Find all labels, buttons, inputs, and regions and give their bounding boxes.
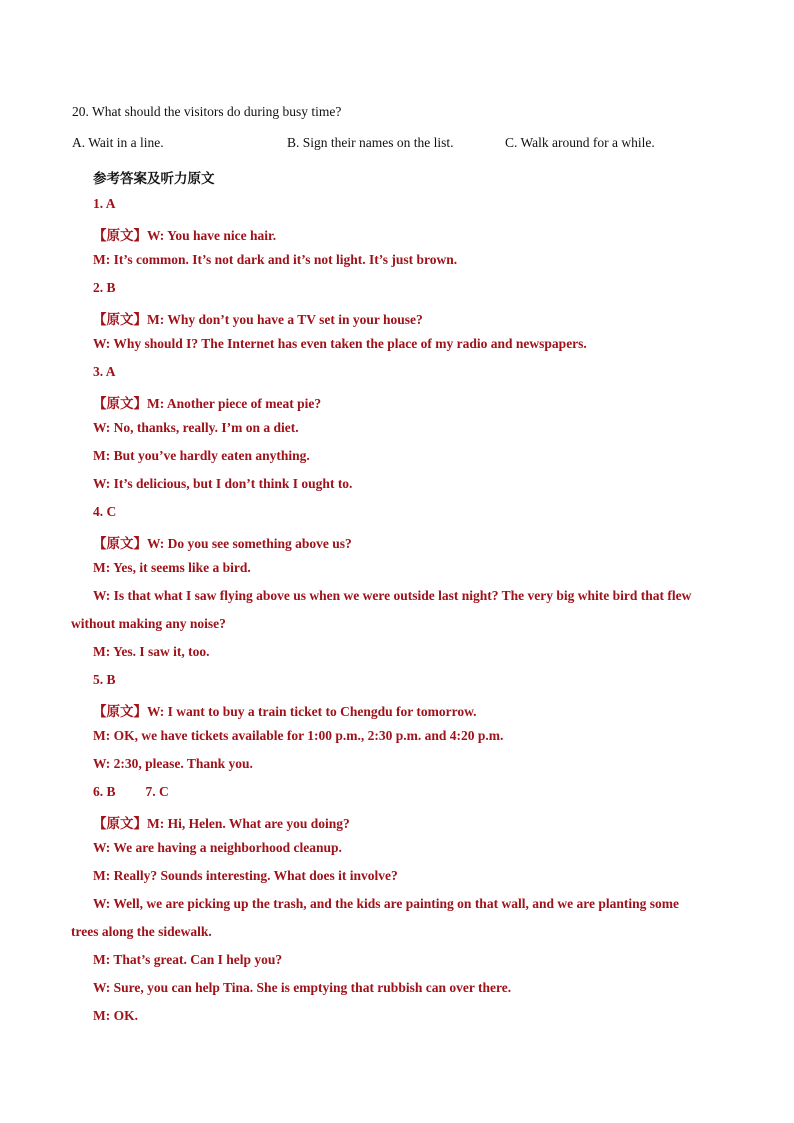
- answer-key: 5. B: [93, 672, 116, 687]
- transcript-line: 【原文】W: I want to buy a train ticket to Chengdu for tomorrow.: [93, 704, 477, 719]
- transcript-line: W: Is that what I saw flying above us when we were outside last night? The very big white bird that flew: [93, 588, 692, 603]
- transcript-line: 【原文】M: Why don’t you have a TV set in your house?: [93, 312, 423, 327]
- transcript-line: M: Really? Sounds interesting. What does it involve?: [93, 868, 398, 883]
- option-c: C. Walk around for a while.: [505, 135, 655, 150]
- transcript-line-continued: without making any noise?: [71, 616, 226, 631]
- transcript-line: W: Sure, you can help Tina. She is emptying that rubbish can over there.: [93, 980, 512, 995]
- transcript-line: M: That’s great. Can I help you?: [93, 952, 283, 967]
- answer-heading: 参考答案及听力原文: [93, 171, 215, 186]
- answer-key: 4. C: [93, 504, 117, 519]
- transcript-line: W: 2:30, please. Thank you.: [93, 756, 253, 771]
- transcript-line: W: Why should I? The Internet has even taken the place of my radio and newspapers.: [93, 336, 587, 351]
- option-a: A. Wait in a line.: [72, 135, 164, 150]
- transcript-line: M: OK, we have tickets available for 1:00 p.m., 2:30 p.m. and 4:20 p.m.: [93, 728, 504, 743]
- transcript-line: M: It’s common. It’s not dark and it’s not light. It’s just brown.: [93, 252, 458, 267]
- transcript-line: W: No, thanks, really. I’m on a diet.: [93, 420, 299, 435]
- transcript-line: M: Yes. I saw it, too.: [93, 644, 210, 659]
- transcript-line: M: But you’ve hardly eaten anything.: [93, 448, 310, 463]
- transcript-line: 【原文】M: Another piece of meat pie?: [93, 396, 322, 411]
- transcript-line: 【原文】M: Hi, Helen. What are you doing?: [93, 816, 350, 831]
- transcript-line-continued: trees along the sidewalk.: [71, 924, 212, 939]
- answer-key: 7. C: [145, 784, 169, 799]
- transcript-line: W: We are having a neighborhood cleanup.: [93, 840, 342, 855]
- transcript-line: 【原文】W: You have nice hair.: [93, 228, 277, 243]
- transcript-line: W: It’s delicious, but I don’t think I ought to.: [93, 476, 353, 491]
- answer-key: 3. A: [93, 364, 116, 379]
- answer-key: 2. B: [93, 280, 116, 295]
- answer-key: 1. A: [93, 196, 116, 211]
- question-stem: 20. What should the visitors do during busy time?: [72, 104, 342, 119]
- transcript-line: W: Well, we are picking up the trash, and the kids are painting on that wall, and we are planting some: [93, 896, 679, 911]
- transcript-line: 【原文】W: Do you see something above us?: [93, 536, 352, 551]
- answer-key: 6. B: [93, 784, 116, 799]
- answer-key-combined: [93, 784, 169, 800]
- transcript-line: M: Yes, it seems like a bird.: [93, 560, 251, 575]
- transcript-line: M: OK.: [93, 1008, 138, 1023]
- option-b: B. Sign their names on the list.: [287, 135, 454, 150]
